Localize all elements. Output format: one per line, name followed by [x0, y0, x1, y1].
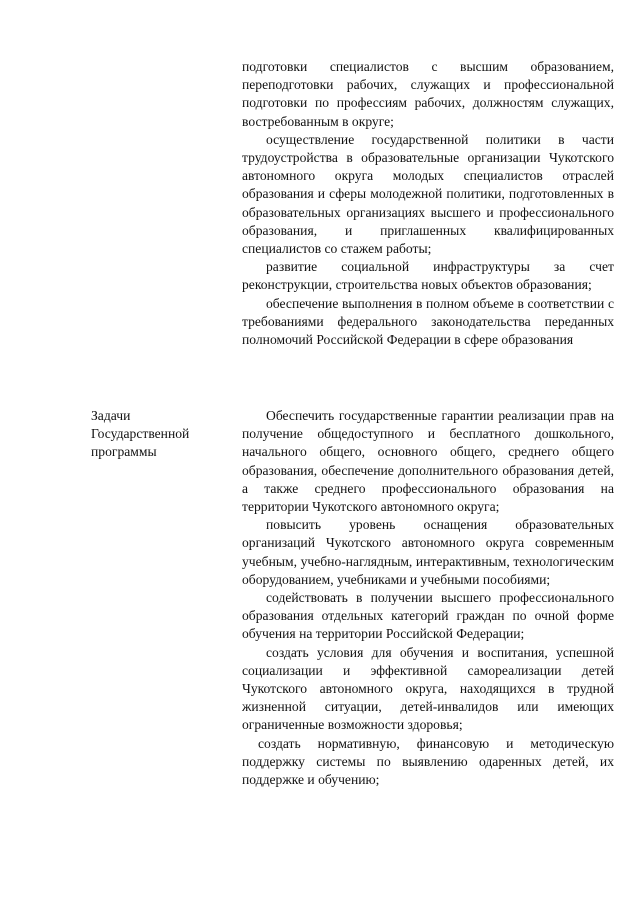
paragraph-higher-education: содействовать в получении высшего профессионального образования отдельных категорий граждан по очной форме обучения на территории Российской Федерации; [242, 590, 614, 642]
tasks-label-line-2: Государственной [91, 426, 190, 442]
tasks-label-line-1: Задачи [91, 408, 131, 423]
paragraph-infrastructure: развитие социальной инфраструктуры за счет реконструкции, строительства новых объектов образования; [242, 259, 614, 293]
paragraph-employment-policy: осуществление государственной политики в части трудоустройства в образовательные организации Чукотского автономного округа молодых специалистов отраслей образования и сферы молодежной политики, подготовленных в образовательных организациях высшего и профессионального образования, и приглашенных квалифицированных специалистов со стажем работы; [242, 131, 614, 257]
paragraph-gifted-children: создать нормативную, финансовую и методическую поддержку системы по выявлению одаренных детей, их поддержке и обучению; [242, 735, 614, 788]
goals-continuation-block [242, 58, 614, 349]
paragraph-special-needs: создать условия для обучения и воспитания, успешной социализации и эффективной самореализации детей Чукотского автономного округа, находящихся в трудной жизненной ситуации, детей-инвалидов или имеющих ограниченные возможности здоровья; [242, 644, 614, 733]
tasks-label-line-3: программы [91, 444, 157, 460]
paragraph-federal-powers: обеспечение выполнения в полном объеме в соответствии с требованиями федерального законодательства переданных полномочий Российской Федерации в сфере образования [242, 295, 614, 348]
tasks-section-label [91, 407, 231, 462]
tasks-content-block [242, 407, 614, 789]
paragraph-training: подготовки специалистов с высшим образованием, переподготовки рабочих, служащих и профессиональной подготовки по профессиям рабочих, должностям служащих, востребованным в округе; [242, 59, 614, 129]
paragraph-state-guarantees: Обеспечить государственные гарантии реализации прав на получение общедоступного и бесплатного дошкольного, начального общего, основного общего, среднего общего образования, обеспечение дополнительного образования детей, а также среднего профессионального образования на территории Чукотского автономного округа; [242, 408, 614, 515]
paragraph-equipment: повысить уровень оснащения образовательных организаций Чукотского автономного округа современным учебным, учебно-наглядным, интерактивным, технологическим оборудованием, учебниками и учебными пособиями; [242, 517, 614, 587]
